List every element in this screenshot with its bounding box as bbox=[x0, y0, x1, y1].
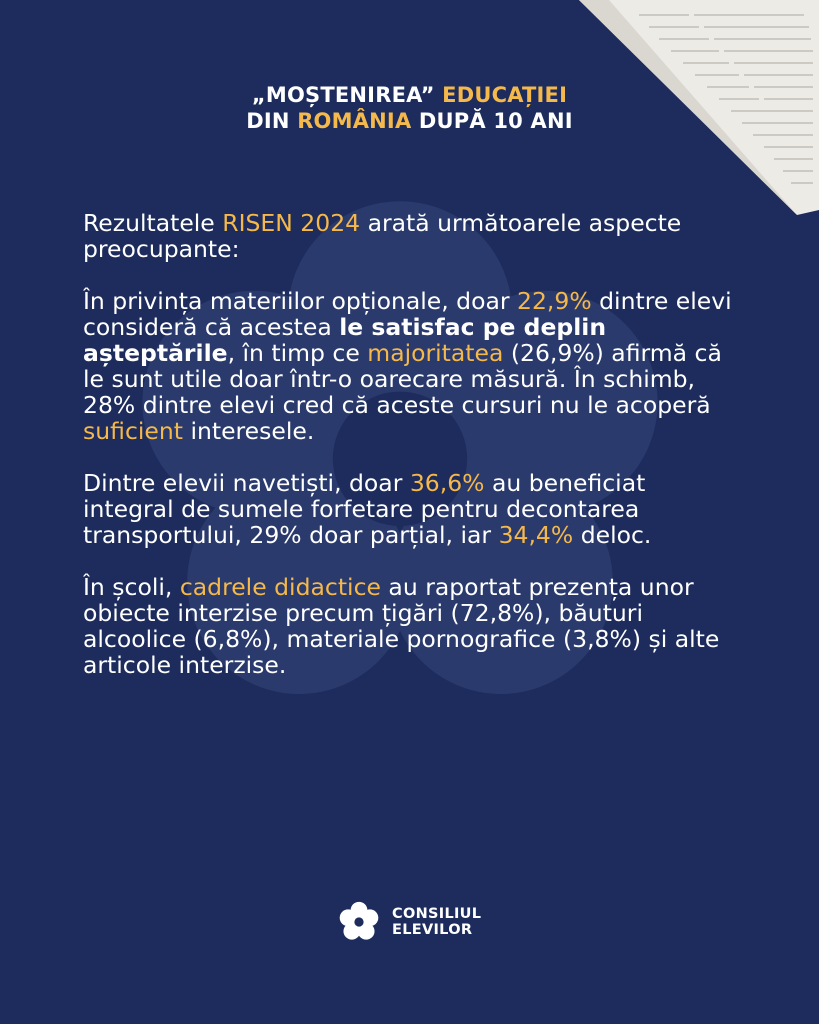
title-line-1: „MOȘTENIREA” EDUCAȚIEI bbox=[251, 83, 568, 107]
flower-logo-icon bbox=[338, 901, 380, 943]
page-title bbox=[0, 82, 819, 134]
intro-paragraph: Rezultatele RISEN 2024 arată următoarele aspecte preocupante: bbox=[83, 209, 682, 263]
consiliul-elevilor-logo bbox=[338, 900, 481, 944]
body-text bbox=[83, 210, 743, 704]
optional-subjects-paragraph: În privința materiilor opționale, doar 22,9% dintre elevi consideră că acestea le satisfac pe deplin așteptările, în timp ce majoritatea (26,9%) afirmă că le sunt utile doar într-o oarecare măsură. În schimb, 28% dintre elevi cred că aceste cursuri nu le acoperă suficient interesele. bbox=[83, 287, 732, 445]
logo-text: CONSILIUL ELEVILOR bbox=[392, 906, 482, 938]
title-line-2: DIN ROMÂNIA DUPĂ 10 ANI bbox=[246, 109, 573, 133]
commuting-students-paragraph: Dintre elevii navetiști, doar 36,6% au beneficiat integral de sumele forfetare pentru decontarea transportului, 29% doar parțial, iar 34,4% deloc. bbox=[83, 469, 652, 549]
forbidden-objects-paragraph: În școli, cadrele didactice au raportat prezența unor obiecte interzise precum țigări (72,8%), băuturi alcoolice (6,8%), materiale pornografice (3,8%) și alte articole interzise. bbox=[83, 573, 720, 679]
